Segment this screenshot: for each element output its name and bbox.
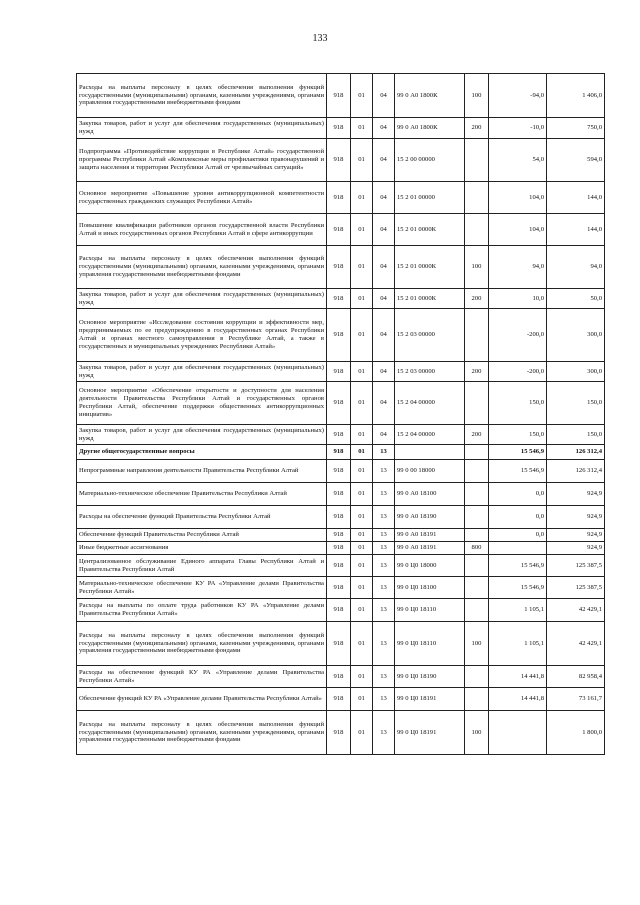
row-target-code: 99 0 А0 1800К bbox=[395, 74, 465, 118]
row-subsection: 13 bbox=[373, 688, 395, 711]
table-row bbox=[77, 445, 605, 460]
table-row bbox=[77, 382, 605, 425]
row-subsection: 13 bbox=[373, 445, 395, 460]
row-section: 01 bbox=[351, 139, 373, 182]
row-target-code: 99 0 00 18000 bbox=[395, 460, 465, 483]
row-change-amount: 10,0 bbox=[489, 289, 547, 309]
row-name: Централизованное обслуживание Единого аппарата Главы Республики Алтай и Правительства Республики Алтай bbox=[77, 555, 327, 577]
row-section: 01 bbox=[351, 555, 373, 577]
row-change-amount: -94,0 bbox=[489, 74, 547, 118]
row-total-amount: 1 800,0 bbox=[547, 711, 605, 755]
row-subsection: 13 bbox=[373, 622, 395, 666]
row-name: Повышение квалификации работников органов государственной власти Республики Алтай и иных государственных органов Республики Алтай в сфере антикоррупции bbox=[77, 214, 327, 246]
table-row bbox=[77, 362, 605, 382]
table-row bbox=[77, 425, 605, 445]
row-subsection: 04 bbox=[373, 74, 395, 118]
row-total-amount: 73 161,7 bbox=[547, 688, 605, 711]
row-change-amount: 15 546,9 bbox=[489, 460, 547, 483]
table-row bbox=[77, 309, 605, 362]
row-code: 918 bbox=[327, 506, 351, 529]
row-expense-type bbox=[465, 666, 489, 688]
row-target-code: 99 0 Ц0 18000 bbox=[395, 555, 465, 577]
row-change-amount: -200,0 bbox=[489, 309, 547, 362]
row-section: 01 bbox=[351, 711, 373, 755]
row-change-amount: 0,0 bbox=[489, 483, 547, 506]
row-target-code: 15 2 00 00000 bbox=[395, 139, 465, 182]
row-subsection: 13 bbox=[373, 542, 395, 555]
row-name: Расходы на выплаты персоналу в целях обеспечения выполнения функций государственными (муниципальными) органами, казенными учреждениями, органами управления государственными внебюджетными фондами bbox=[77, 711, 327, 755]
row-target-code: 15 2 03 00000 bbox=[395, 362, 465, 382]
row-subsection: 04 bbox=[373, 246, 395, 289]
row-subsection: 04 bbox=[373, 139, 395, 182]
row-target-code: 99 0 А0 18100 bbox=[395, 483, 465, 506]
row-target-code: 99 0 Ц0 18191 bbox=[395, 711, 465, 755]
table-row bbox=[77, 74, 605, 118]
row-section: 01 bbox=[351, 118, 373, 139]
page-number: 133 bbox=[312, 33, 328, 44]
row-name: Другие общегосударственные вопросы bbox=[77, 445, 327, 460]
row-total-amount: 94,0 bbox=[547, 246, 605, 289]
row-target-code: 15 2 04 00000 bbox=[395, 382, 465, 425]
row-subsection: 13 bbox=[373, 506, 395, 529]
row-target-code: 15 2 01 0000К bbox=[395, 214, 465, 246]
row-code: 918 bbox=[327, 139, 351, 182]
row-section: 01 bbox=[351, 214, 373, 246]
row-target-code: 99 0 Ц0 18110 bbox=[395, 599, 465, 622]
row-total-amount: 82 958,4 bbox=[547, 666, 605, 688]
table-row bbox=[77, 599, 605, 622]
table-row bbox=[77, 289, 605, 309]
row-change-amount: 15 546,9 bbox=[489, 445, 547, 460]
row-code: 918 bbox=[327, 118, 351, 139]
row-name: Закупка товаров, работ и услуг для обеспечения государственных (муниципальных) нужд bbox=[77, 425, 327, 445]
row-target-code: 15 2 01 00000 bbox=[395, 182, 465, 214]
row-code: 918 bbox=[327, 555, 351, 577]
row-section: 01 bbox=[351, 182, 373, 214]
row-name: Обеспечение функций КУ РА «Управление делами Правительства Республики Алтай» bbox=[77, 688, 327, 711]
row-section: 01 bbox=[351, 506, 373, 529]
row-name: Расходы на выплаты персоналу в целях обеспечения выполнения функций государственными (муниципальными) органами, казенными учреждениями, органами управления государственными внебюджетными фондами bbox=[77, 74, 327, 118]
row-change-amount: -200,0 bbox=[489, 362, 547, 382]
row-expense-type bbox=[465, 483, 489, 506]
row-total-amount: 594,0 bbox=[547, 139, 605, 182]
row-total-amount: 150,0 bbox=[547, 425, 605, 445]
row-section: 01 bbox=[351, 599, 373, 622]
row-name: Иные бюджетные ассигнования bbox=[77, 542, 327, 555]
row-total-amount: 1 406,0 bbox=[547, 74, 605, 118]
table-row bbox=[77, 711, 605, 755]
table-row bbox=[77, 542, 605, 555]
row-target-code: 99 0 А0 1800К bbox=[395, 118, 465, 139]
row-code: 918 bbox=[327, 382, 351, 425]
row-subsection: 13 bbox=[373, 666, 395, 688]
table-row bbox=[77, 622, 605, 666]
table-row bbox=[77, 577, 605, 599]
row-section: 01 bbox=[351, 529, 373, 542]
row-expense-type bbox=[465, 577, 489, 599]
row-code: 918 bbox=[327, 362, 351, 382]
row-target-code: 15 2 01 0000К bbox=[395, 246, 465, 289]
row-subsection: 13 bbox=[373, 599, 395, 622]
row-name: Закупка товаров, работ и услуг для обеспечения государственных (муниципальных) нужд bbox=[77, 118, 327, 139]
row-code: 918 bbox=[327, 529, 351, 542]
row-change-amount bbox=[489, 711, 547, 755]
table-row bbox=[77, 460, 605, 483]
row-change-amount: 94,0 bbox=[489, 246, 547, 289]
table-row bbox=[77, 182, 605, 214]
row-code: 918 bbox=[327, 445, 351, 460]
row-change-amount: 15 546,9 bbox=[489, 555, 547, 577]
row-name: Основное мероприятие «Исследование состояния коррупции и эффективности мер, предпринимаемых по ее предупреждению в государственных органах Республики Алтай и органах местного самоуправления в Республике Алтай, а также в государственных и муниципальных учреждениях Республики Алтай» bbox=[77, 309, 327, 362]
row-section: 01 bbox=[351, 666, 373, 688]
row-name: Расходы на выплаты персоналу в целях обеспечения выполнения функций государственными (муниципальными) органами, казенными учреждениями, органами управления государственными внебюджетными фондами bbox=[77, 246, 327, 289]
row-expense-type bbox=[465, 688, 489, 711]
row-expense-type bbox=[465, 214, 489, 246]
row-section: 01 bbox=[351, 74, 373, 118]
row-change-amount: 14 441,8 bbox=[489, 688, 547, 711]
row-section: 01 bbox=[351, 622, 373, 666]
row-target-code bbox=[395, 445, 465, 460]
row-code: 918 bbox=[327, 425, 351, 445]
row-subsection: 04 bbox=[373, 309, 395, 362]
row-expense-type: 100 bbox=[465, 246, 489, 289]
row-subsection: 13 bbox=[373, 483, 395, 506]
row-target-code: 99 0 Ц0 18190 bbox=[395, 666, 465, 688]
row-subsection: 04 bbox=[373, 382, 395, 425]
row-name: Расходы на выплаты по оплате труда работников КУ РА «Управление делами Правительства Республики Алтай» bbox=[77, 599, 327, 622]
row-subsection: 04 bbox=[373, 118, 395, 139]
row-name: Закупка товаров, работ и услуг для обеспечения государственных (муниципальных) нужд bbox=[77, 362, 327, 382]
row-total-amount: 924,9 bbox=[547, 506, 605, 529]
row-code: 918 bbox=[327, 542, 351, 555]
row-name: Основное мероприятие «Повышение уровня антикоррупционной компетентности государственных гражданских служащих Республики Алтай» bbox=[77, 182, 327, 214]
row-section: 01 bbox=[351, 289, 373, 309]
table-row bbox=[77, 214, 605, 246]
row-subsection: 13 bbox=[373, 555, 395, 577]
row-code: 918 bbox=[327, 289, 351, 309]
row-total-amount: 924,9 bbox=[547, 483, 605, 506]
row-target-code: 15 2 01 0000К bbox=[395, 289, 465, 309]
budget-table bbox=[76, 73, 605, 755]
row-expense-type: 200 bbox=[465, 289, 489, 309]
row-section: 01 bbox=[351, 688, 373, 711]
row-expense-type bbox=[465, 182, 489, 214]
row-subsection: 13 bbox=[373, 711, 395, 755]
row-expense-type bbox=[465, 445, 489, 460]
table-body bbox=[77, 74, 605, 755]
row-section: 01 bbox=[351, 445, 373, 460]
table-row bbox=[77, 118, 605, 139]
row-change-amount: 0,0 bbox=[489, 506, 547, 529]
row-target-code: 99 0 Ц0 18191 bbox=[395, 688, 465, 711]
row-total-amount: 750,0 bbox=[547, 118, 605, 139]
row-total-amount: 126 312,4 bbox=[547, 445, 605, 460]
row-change-amount: -10,0 bbox=[489, 118, 547, 139]
row-name: Подпрограмма «Противодействие коррупции в Республике Алтай» государственной программы Республики Алтай «Комплексные меры профилактики правонарушений и защита населения и территории Республики Алтай от чрезвычайных ситуаций» bbox=[77, 139, 327, 182]
row-name: Основное мероприятие «Обеспечение открытости и доступности для населения деятельности Правительства Республики Алтай и государственных органов Республики Алтай, обеспечение поддержки общественных антикоррупционных инициатив» bbox=[77, 382, 327, 425]
row-total-amount: 125 387,5 bbox=[547, 555, 605, 577]
row-target-code: 99 0 Ц0 18100 bbox=[395, 577, 465, 599]
row-expense-type: 100 bbox=[465, 622, 489, 666]
row-name: Расходы на обеспечение функций КУ РА «Управление делами Правительства Республики Алтай» bbox=[77, 666, 327, 688]
row-expense-type: 100 bbox=[465, 74, 489, 118]
row-subsection: 04 bbox=[373, 182, 395, 214]
row-subsection: 04 bbox=[373, 362, 395, 382]
row-subsection: 04 bbox=[373, 425, 395, 445]
row-total-amount: 144,0 bbox=[547, 214, 605, 246]
table-row bbox=[77, 688, 605, 711]
row-name: Непрограммные направления деятельности Правительства Республики Алтай bbox=[77, 460, 327, 483]
row-code: 918 bbox=[327, 599, 351, 622]
row-change-amount: 0,0 bbox=[489, 529, 547, 542]
row-target-code: 99 0 А0 18190 bbox=[395, 506, 465, 529]
row-code: 918 bbox=[327, 622, 351, 666]
table-row bbox=[77, 666, 605, 688]
table-row bbox=[77, 139, 605, 182]
row-subsection: 13 bbox=[373, 529, 395, 542]
row-change-amount: 1 105,1 bbox=[489, 599, 547, 622]
row-code: 918 bbox=[327, 182, 351, 214]
row-section: 01 bbox=[351, 542, 373, 555]
row-code: 918 bbox=[327, 483, 351, 506]
row-code: 918 bbox=[327, 246, 351, 289]
table-row bbox=[77, 483, 605, 506]
row-expense-type: 800 bbox=[465, 542, 489, 555]
row-total-amount: 300,0 bbox=[547, 362, 605, 382]
row-expense-type: 200 bbox=[465, 362, 489, 382]
row-expense-type bbox=[465, 460, 489, 483]
row-name: Закупка товаров, работ и услуг для обеспечения государственных (муниципальных) нужд bbox=[77, 289, 327, 309]
row-subsection: 04 bbox=[373, 289, 395, 309]
row-total-amount: 50,0 bbox=[547, 289, 605, 309]
row-change-amount bbox=[489, 542, 547, 555]
row-expense-type bbox=[465, 529, 489, 542]
row-change-amount: 150,0 bbox=[489, 425, 547, 445]
row-subsection: 04 bbox=[373, 214, 395, 246]
row-total-amount: 125 387,5 bbox=[547, 577, 605, 599]
row-total-amount: 42 429,1 bbox=[547, 622, 605, 666]
row-total-amount: 300,0 bbox=[547, 309, 605, 362]
row-total-amount: 126 312,4 bbox=[547, 460, 605, 483]
row-total-amount: 42 429,1 bbox=[547, 599, 605, 622]
row-total-amount: 150,0 bbox=[547, 382, 605, 425]
row-code: 918 bbox=[327, 309, 351, 362]
row-expense-type bbox=[465, 382, 489, 425]
row-expense-type: 200 bbox=[465, 425, 489, 445]
row-code: 918 bbox=[327, 577, 351, 599]
row-code: 918 bbox=[327, 688, 351, 711]
row-change-amount: 1 105,1 bbox=[489, 622, 547, 666]
row-expense-type: 200 bbox=[465, 118, 489, 139]
row-total-amount: 924,9 bbox=[547, 529, 605, 542]
row-change-amount: 54,0 bbox=[489, 139, 547, 182]
row-section: 01 bbox=[351, 577, 373, 599]
row-total-amount: 144,0 bbox=[547, 182, 605, 214]
row-total-amount: 924,9 bbox=[547, 542, 605, 555]
row-code: 918 bbox=[327, 214, 351, 246]
row-code: 918 bbox=[327, 711, 351, 755]
table-row bbox=[77, 529, 605, 542]
row-code: 918 bbox=[327, 460, 351, 483]
row-section: 01 bbox=[351, 425, 373, 445]
row-name: Материально-техническое обеспечение КУ РА «Управление делами Правительства Республики Алтай» bbox=[77, 577, 327, 599]
row-change-amount: 104,0 bbox=[489, 214, 547, 246]
row-change-amount: 104,0 bbox=[489, 182, 547, 214]
row-section: 01 bbox=[351, 382, 373, 425]
row-expense-type bbox=[465, 555, 489, 577]
row-section: 01 bbox=[351, 309, 373, 362]
row-name: Расходы на выплаты персоналу в целях обеспечения выполнения функций государственными (муниципальными) органами, казенными учреждениями, органами управления государственными внебюджетными фондами bbox=[77, 622, 327, 666]
table-row bbox=[77, 246, 605, 289]
row-expense-type bbox=[465, 309, 489, 362]
row-subsection: 13 bbox=[373, 577, 395, 599]
row-subsection: 13 bbox=[373, 460, 395, 483]
table-row bbox=[77, 555, 605, 577]
row-expense-type bbox=[465, 506, 489, 529]
table-row bbox=[77, 506, 605, 529]
row-expense-type bbox=[465, 139, 489, 182]
row-target-code: 99 0 Ц0 18110 bbox=[395, 622, 465, 666]
row-change-amount: 150,0 bbox=[489, 382, 547, 425]
row-section: 01 bbox=[351, 483, 373, 506]
row-section: 01 bbox=[351, 246, 373, 289]
row-name: Материально-техническое обеспечение Правительства Республики Алтай bbox=[77, 483, 327, 506]
row-change-amount: 14 441,8 bbox=[489, 666, 547, 688]
row-name: Обеспечение функций Правительства Республики Алтай bbox=[77, 529, 327, 542]
row-section: 01 bbox=[351, 460, 373, 483]
row-expense-type bbox=[465, 599, 489, 622]
row-target-code: 15 2 04 00000 bbox=[395, 425, 465, 445]
row-expense-type: 100 bbox=[465, 711, 489, 755]
row-name: Расходы на обеспечение функций Правительства Республики Алтай bbox=[77, 506, 327, 529]
row-target-code: 99 0 А0 18191 bbox=[395, 529, 465, 542]
row-target-code: 99 0 А0 18191 bbox=[395, 542, 465, 555]
row-change-amount: 15 546,9 bbox=[489, 577, 547, 599]
row-code: 918 bbox=[327, 74, 351, 118]
row-section: 01 bbox=[351, 362, 373, 382]
row-target-code: 15 2 03 00000 bbox=[395, 309, 465, 362]
row-code: 918 bbox=[327, 666, 351, 688]
